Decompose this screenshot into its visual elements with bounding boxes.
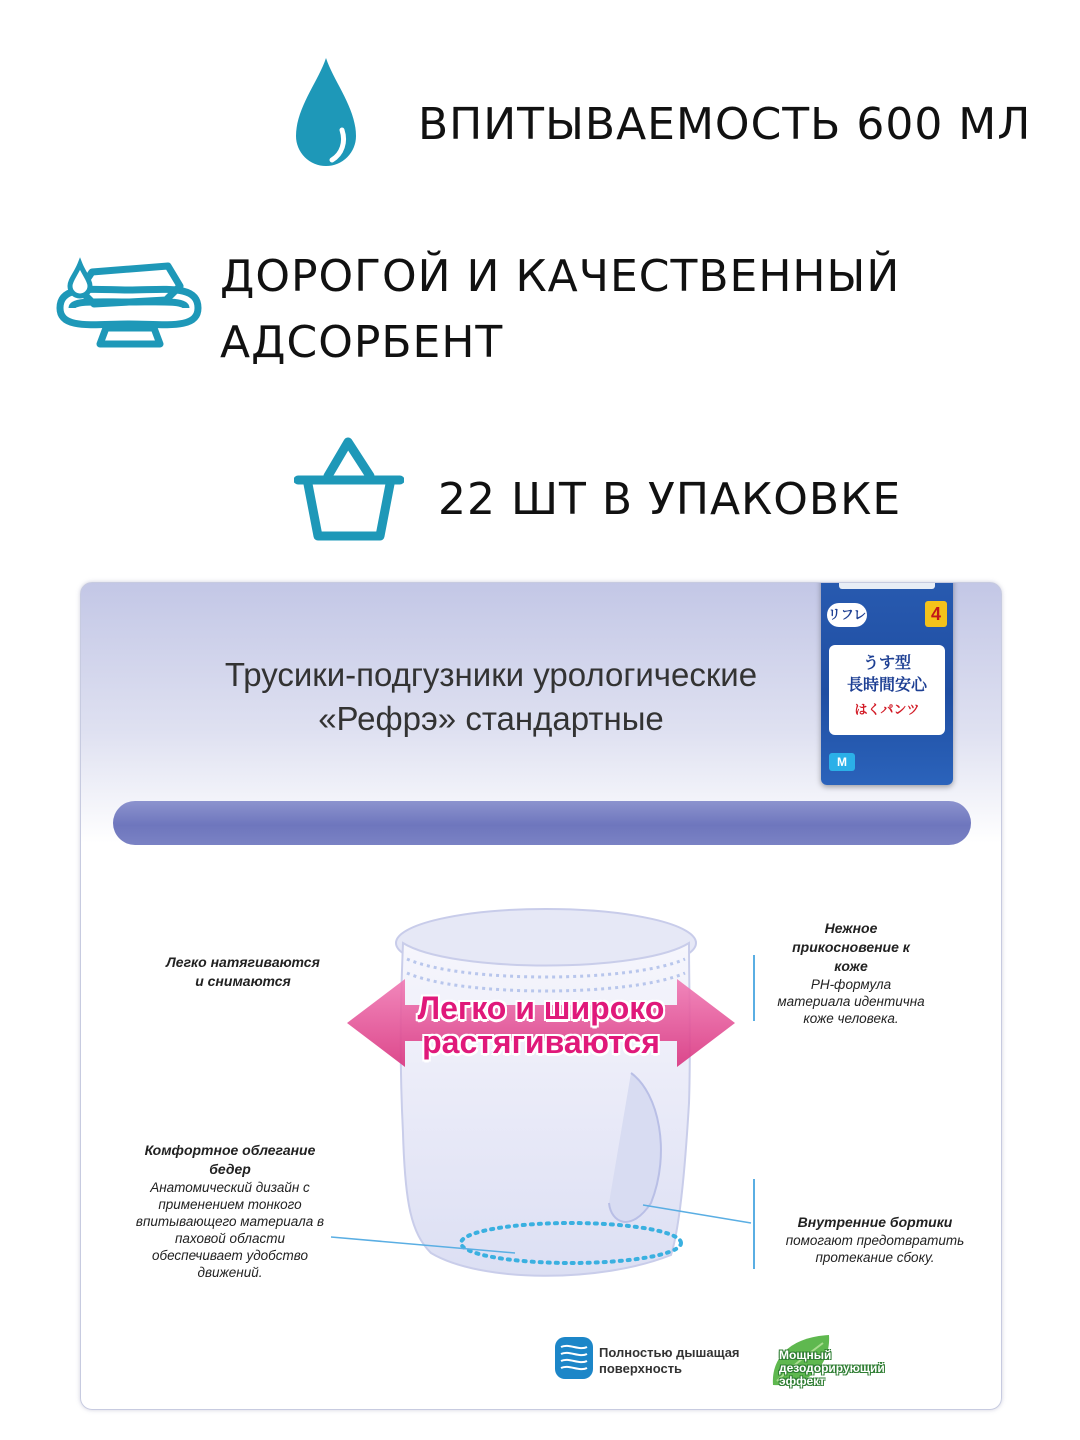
feature-absorbent-line-2: АДСОРБЕНТ <box>220 317 504 368</box>
feature-quantity-text: 22 ШТ В УПАКОВКЕ <box>438 474 902 525</box>
deodorant-effect-text: Мощный дезодорирующий эффект <box>779 1348 885 1388</box>
stretch-line-1: Легко и широко <box>417 990 665 1026</box>
breathable-surface-icon <box>553 1335 595 1381</box>
card-title-line-1: Трусики-подгузники урологические <box>224 656 758 693</box>
package-logo: リフレ <box>827 603 867 627</box>
annotation-inner-gathers: Внутренние бортики помогают предотвратить протекание сбоку. <box>785 1214 965 1265</box>
package-line-1: うす型 <box>862 655 911 672</box>
package-line-3: はくパンツ <box>854 702 920 717</box>
breathable-surface-text: Полностью дышащая поверхность <box>599 1345 740 1376</box>
shopping-basket-icon <box>294 436 404 544</box>
water-drop-icon <box>292 56 360 172</box>
comfort-leader-line <box>329 1223 519 1263</box>
product-info-card <box>80 582 1002 1410</box>
card-title <box>161 653 821 741</box>
package-size-badge: M <box>829 753 855 771</box>
product-package-image <box>821 582 953 785</box>
package-line-2: 長時間安心 <box>846 677 927 694</box>
stretch-line-2: растягиваются <box>422 1024 660 1060</box>
annotation-easy-on: Легко натягиваются и снимаются <box>166 954 320 989</box>
card-title-line-2: «Рефрэ» стандартные <box>318 700 664 737</box>
stretch-text <box>381 991 701 1059</box>
feature-absorbency-text: ВПИТЫВАЕМОСТЬ 600 МЛ <box>418 99 1032 150</box>
package-count-badge: 4 <box>925 601 947 627</box>
feature-absorbent-line-1: ДОРОГОЙ И КАЧЕСТВЕННЫЙ <box>220 251 901 302</box>
inner-gathers-leader-line <box>641 1203 753 1229</box>
absorbent-pad-icon <box>54 256 204 356</box>
decorative-band <box>113 801 971 845</box>
annotation-comfort-fit: Комфортное облегание бедер Анатомический дизайн с применением тонкого впитывающего материала в паховой области обеспечивает удобство движений. <box>135 1142 325 1280</box>
annotation-gentle-touch: Нежное прикосновение к коже PH-формула материала идентична коже человека. <box>777 920 925 1026</box>
